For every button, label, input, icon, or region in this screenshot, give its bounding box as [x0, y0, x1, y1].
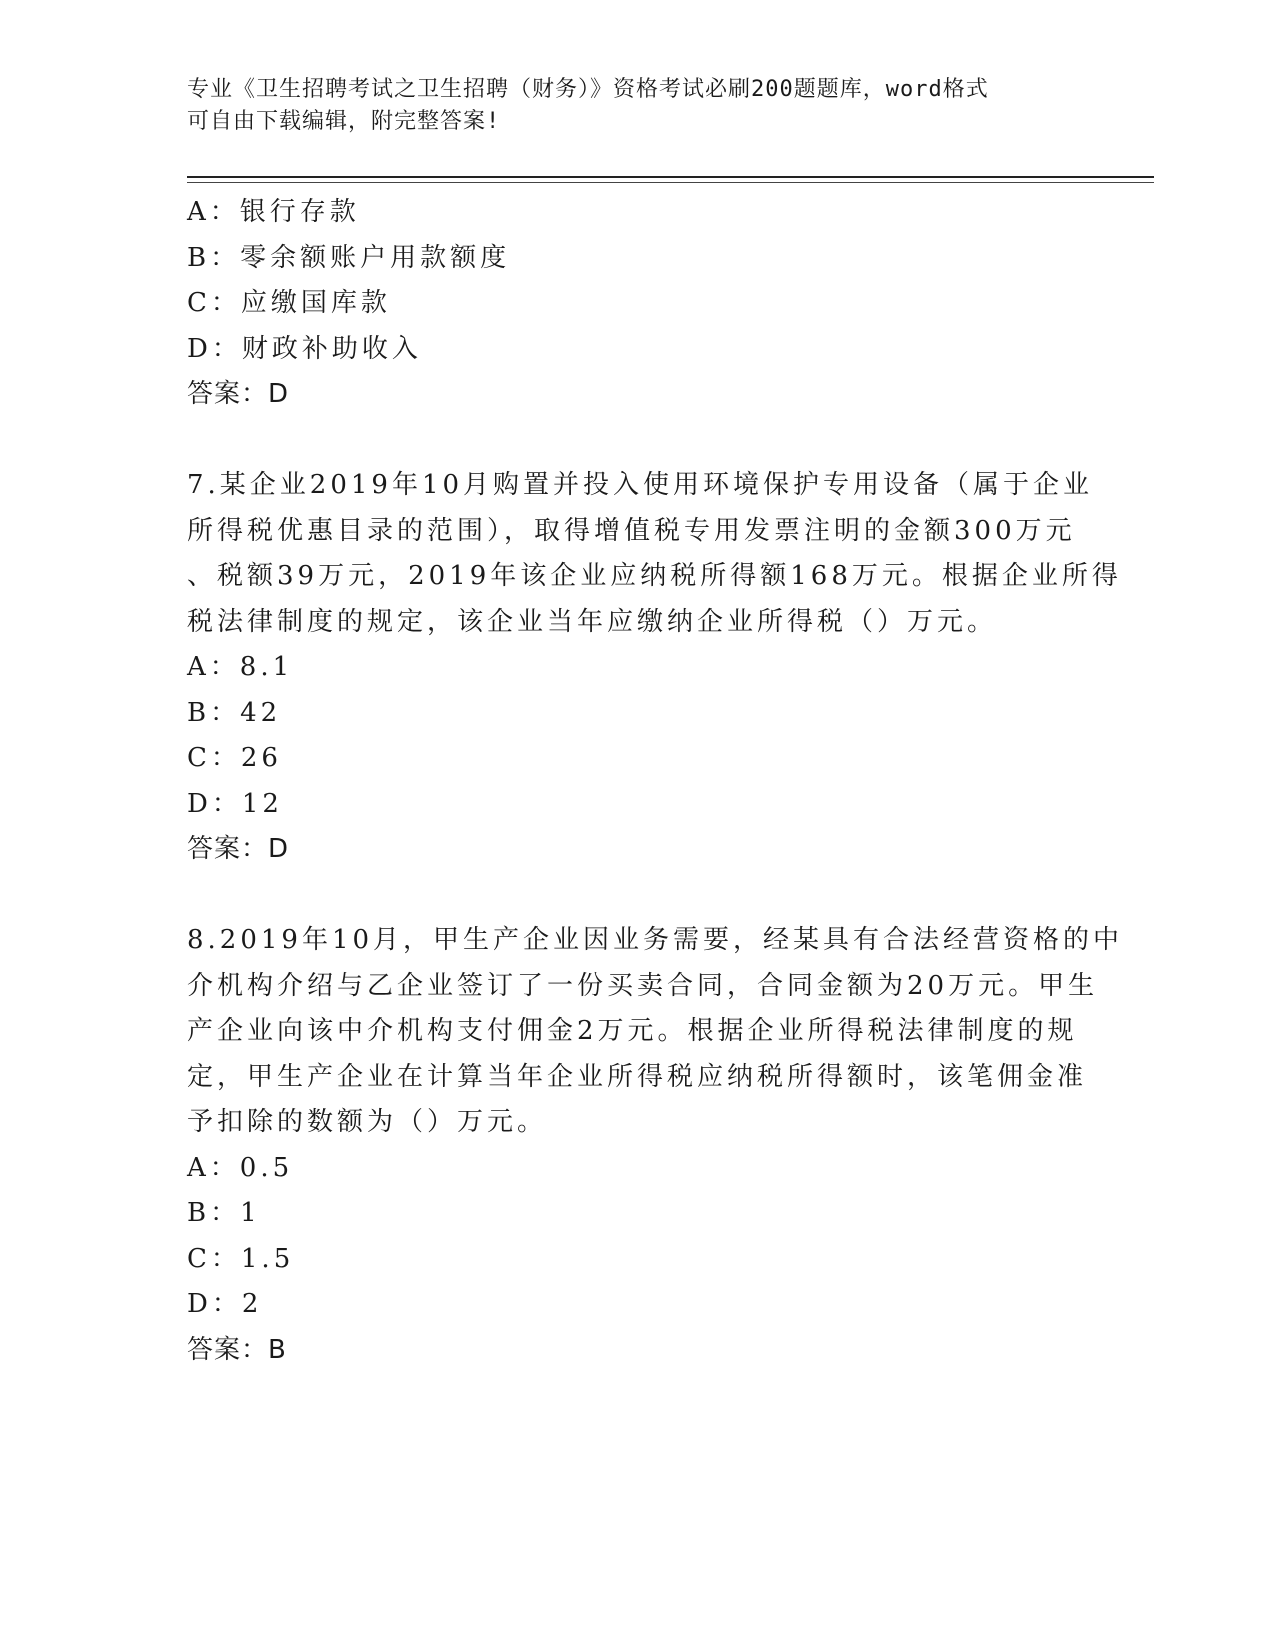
- question-stem-line: 、税额39万元，2019年该企业应纳税所得额168万元。根据企业所得: [187, 561, 1122, 591]
- header-rule-thick: [187, 176, 1154, 178]
- header-line-1: 专业《卫生招聘考试之卫生招聘（财务）》资格考试必刷200题题库，word格式: [187, 77, 989, 102]
- question-stem-line: 税法律制度的规定，该企业当年应缴纳企业所得税（）万元。: [187, 606, 998, 637]
- question-6: [187, 190, 1087, 418]
- spacer: [187, 418, 1087, 464]
- option-a: A：8.1: [187, 652, 294, 682]
- option-b: B：42: [187, 697, 282, 728]
- question-content: [187, 190, 1124, 1373]
- option-c: C：26: [187, 743, 282, 773]
- question-stem-line: 所得税优惠目录的范围），取得增值税专用发票注明的金额300万元: [187, 515, 1076, 546]
- header-line-2: 可自由下载编辑，附完整答案!: [187, 109, 501, 134]
- question-stem-line: 8.2019年10月，甲生产企业因业务需要，经某具有合法经营资格的中: [187, 925, 1124, 955]
- question-stem-line: 予扣除的数额为（）万元。: [187, 1107, 548, 1137]
- option-d: D：12: [187, 788, 283, 819]
- spacer: [187, 873, 1087, 919]
- option-c: C：应缴国库款: [187, 288, 391, 318]
- header-rule-thin: [187, 182, 1154, 183]
- document-header: [187, 74, 1087, 138]
- option-a: A：银行存款: [187, 197, 360, 227]
- option-b: B：零余额账户用款额度: [187, 242, 511, 273]
- question-stem-line: 产企业向该中介机构支付佣金2万元。根据企业所得税法律制度的规: [187, 1016, 1078, 1046]
- option-a: A：0.5: [187, 1152, 294, 1183]
- option-d: D：2: [187, 1289, 263, 1319]
- option-b: B：1: [187, 1198, 261, 1228]
- option-c: C：1.5: [187, 1243, 295, 1274]
- question-stem-line: 7.某企业2019年10月购置并投入使用环境保护专用设备（属于企业: [187, 470, 1094, 500]
- answer-line: 答案：D: [187, 379, 290, 409]
- question-stem-line: 定，甲生产企业在计算当年企业所得税应纳税所得额时，该笔佣金准: [187, 1061, 1088, 1092]
- answer-line: 答案：D: [187, 834, 290, 864]
- answer-line: 答案：B: [187, 1334, 287, 1365]
- question-stem-line: 介机构介绍与乙企业签订了一份买卖合同，合同金额为20万元。甲生: [187, 970, 1099, 1001]
- question-7: [187, 463, 1122, 873]
- question-8: [187, 918, 1124, 1373]
- option-d: D：财政补助收入: [187, 333, 422, 364]
